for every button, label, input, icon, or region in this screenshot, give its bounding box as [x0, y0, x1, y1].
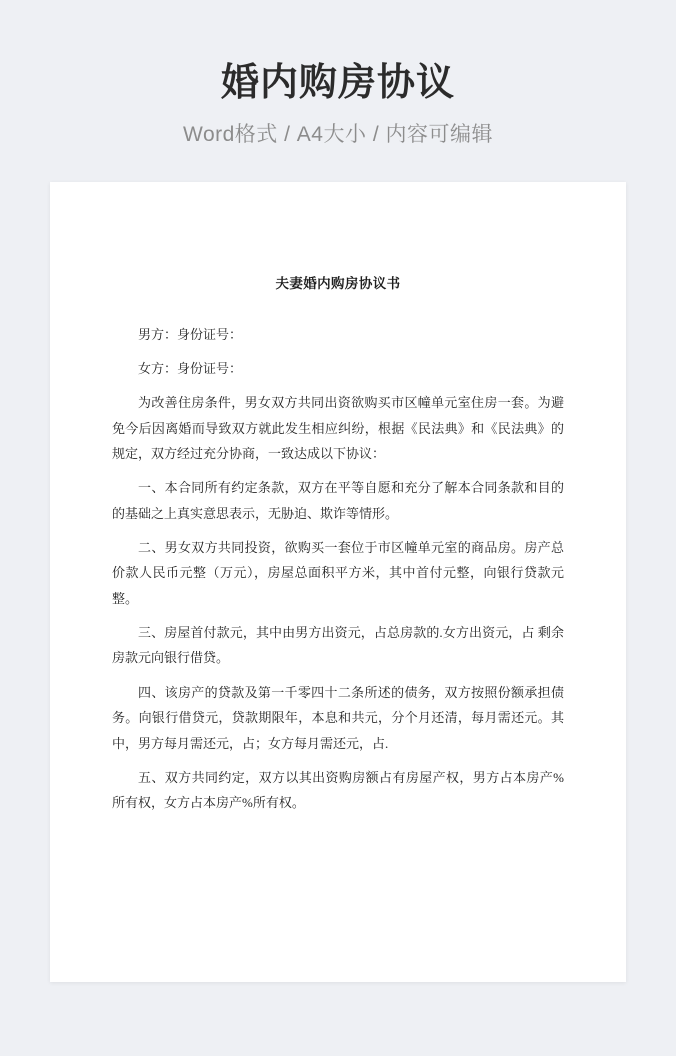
document-paragraph: 二、男女双方共同投资，欲购买一套位于市区幢单元室的商品房。房产总价款人民币元整（万元），房屋总面积平方米，其中首付元整，向银行贷款元整。: [112, 540, 564, 606]
document-paragraph: 女方：身份证号：: [138, 361, 243, 377]
promo-subtitle: Word格式 / A4大小 / 内容可编辑: [183, 122, 493, 146]
document-sheet: [50, 182, 626, 982]
document-paragraph: 五、双方共同约定，双方以其出资购房额占有房屋产权，男方占本房产%所有权，女方占本房产%所有权。: [112, 769, 564, 811]
document-paragraph: 四、该房产的贷款及第一千零四十二条所述的债务，双方按照份额承担债务。向银行借贷元，贷款期限年，本息和共元，分个月还清，每月需还元。其中，男方每月需还元，占；女方每月需还元，占.: [112, 684, 564, 751]
document-title: 夫妻婚内购房协议书: [275, 275, 401, 291]
promo-title: 婚内购房协议: [220, 62, 455, 104]
document-paragraph: 男方：身份证号：: [138, 326, 243, 342]
document-paragraph: 三、房屋首付款元，其中由男方出资元，占总房款的.女方出资元，占 剩余房款元向银行借贷。: [112, 625, 564, 666]
document-paragraph: 一、本合同所有约定条款，双方在平等自愿和充分了解本合同条款和目的的基础之上真实意思表示，无胁迫、欺诈等情形。: [112, 480, 564, 521]
document-paragraph: 为改善住房条件，男女双方共同出资欲购买市区幢单元室住房一套。为避免今后因离婚而导致双方就此发生相应纠纷，根据《民法典》和《民法典》的规定，双方经过充分协商，一致达成以下协议：: [112, 395, 564, 462]
document-body: [112, 322, 564, 816]
